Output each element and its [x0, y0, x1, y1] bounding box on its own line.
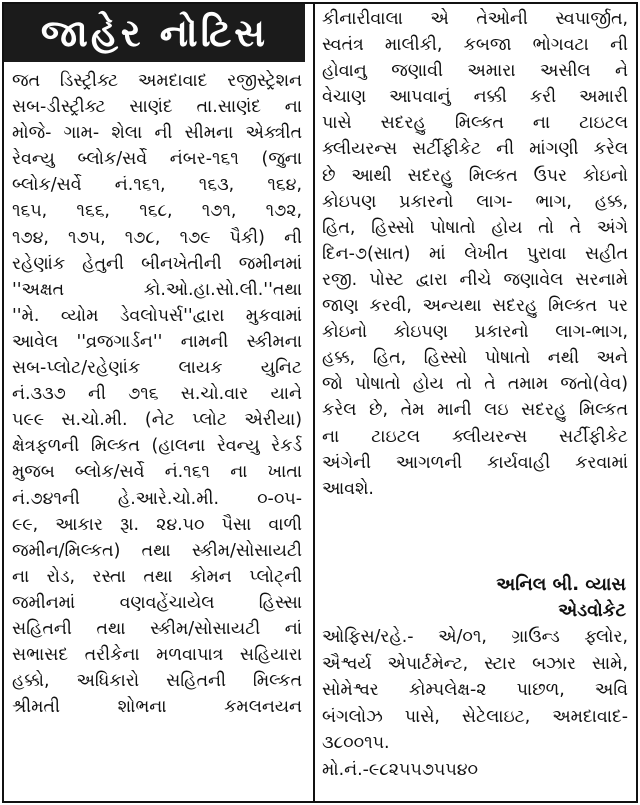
- text-line: ૫૯૯ સ.ચો.મી. (નેટ પ્લોટ એરીયા): [12, 410, 302, 431]
- text-line: દિન-૭(સાત) માં લેખીત પુરાવા સહીત: [322, 243, 628, 264]
- text-line: સબ-ડીસ્ટ્રીક્ટ સાણંદ તા.સાણંદ ના: [12, 97, 302, 118]
- signatory-name: અનિલ બી. વ્યાસ: [496, 574, 626, 595]
- text-line: જત ડિસ્ટ્રીક્ટ અમદાવાદ રજીસ્ટ્રેશન: [12, 71, 302, 91]
- notice-body-left: [12, 68, 302, 720]
- text-line: સોમેશ્વર કોમ્પલેક્ષ-૨ પાછળ, અવિ: [322, 680, 628, 700]
- text-line: વેચાણ આપવાનું નક્કી કરી અમારી: [322, 87, 628, 108]
- notice-body-right: [322, 6, 628, 502]
- text-line: ''મે. વ્યોમ ડેવલોપર્સ''દ્વારા મુકવામાં: [12, 305, 302, 326]
- text-line: હક્ક, હિત, હિસ્સો પોષાતો નથી અને: [322, 348, 628, 369]
- signatory-address: [322, 624, 628, 783]
- text-line: હક્કો, અધિકારો સહિતની મિલ્કત: [12, 671, 302, 692]
- text-line: ઐશ્વર્ય એપાર્ટમેન્ટ, સ્ટાર બઝાર સામે,: [322, 653, 628, 674]
- text-line: હોવાનુ જણાવી અમારા અસીલ ને: [322, 61, 628, 82]
- text-line: ના ટાઇટલ ક્લીયરન્સ સર્ટીફીકેટ: [322, 426, 628, 447]
- text-line: મોજે- ગામ- શેલા ની સીમના એક્ત્રીત: [12, 123, 302, 144]
- text-line: અંગેની આગળની કાર્યવાહી કરવામાં: [322, 452, 628, 473]
- text-line: સહિતની તથા સ્કીમ/સોસાયટી નાં: [12, 618, 302, 639]
- text-line: ૧૭૪, ૧૭૫, ૧૭૮, ૧૭૯ પૈકી) ની: [12, 227, 302, 248]
- column-divider: [313, 2, 315, 803]
- text-line: કરેલ છે, તેમ માની લઇ સદરહુ મિલ્કત: [322, 400, 628, 421]
- text-line: સબ-પ્લોટ/રહેણાંક લાયક યુનિટ: [12, 358, 302, 379]
- text-line: મો.નં.-૯૮૨૫૫૭૫૫૪૦: [322, 759, 479, 780]
- signatory-title: એડવોકેટ: [558, 600, 626, 621]
- text-line: નં.૭૪૧ની હે.આરે.ચો.મી. ૦-૦૫-: [12, 488, 302, 509]
- text-line: ૩૮૦૦૧૫.: [322, 733, 390, 753]
- text-line: રહેણાંક હેતુની બીનખેતીની જમીનમાં: [12, 253, 302, 274]
- text-line: જો પોષાતો હોય તો તે તમામ જતો(વેવ): [322, 374, 628, 395]
- text-line: ૧૬૫, ૧૬૬, ૧૬૮, ૧૭૧, ૧૭૨,: [12, 201, 302, 222]
- text-line: હિત, હિસ્સો પોષાતો હોય તો તે અંગે: [322, 217, 628, 238]
- text-line: છે આથી સદરહુ મિલ્કત ઉપર કોઇનો: [322, 165, 628, 186]
- text-line: જમીન/મિલ્કત) તથા સ્કીમ/સોસાયટી: [12, 540, 302, 561]
- text-line: આવશે.: [322, 478, 374, 499]
- text-line: પાસે સદરહુ મિલ્કત ના ટાઇટલ: [322, 113, 628, 134]
- text-line: શ્રીમતી શોભના કમલનયન: [12, 697, 302, 718]
- text-line: આવેલ ''વ્રજગાર્ડન'' નામની સ્કીમના: [12, 331, 302, 352]
- text-line: ઓફિસ/રહે.- એ/૦૧, ગ્રાઉન્ડ ફ્લોર,: [322, 627, 628, 647]
- text-line: જાણ કરવી, અન્યથા સદરહુ મિલ્કત પર: [322, 296, 628, 317]
- text-line: ના રોડ, રસ્તા તથા કોમન પ્લોટ્ની: [12, 566, 302, 587]
- text-line: ક્ષેત્રફળની મિલ્કત (હાલના રેવન્યુ રેકર્ડ: [12, 436, 302, 457]
- text-line: કોઇનો કોઇપણ પ્રકારનો લાગ-ભાગ,: [322, 322, 628, 343]
- text-line: ''અક્ષત કો.ઓ.હા.સો.લી.''તથા: [12, 279, 302, 300]
- text-line: સ્વતંત્ર માલીકી, કબજા ભોગવટા ની: [322, 35, 628, 56]
- text-line: કીનારીવાલા એ તેઓની સ્વપાર્જીત,: [322, 9, 628, 29]
- text-line: બંગલોઝ પાસે, સેટેલાઇટ, અમદાવાદ-: [322, 706, 628, 727]
- text-line: ૯૯, આકાર રૂા. ૨૪.૫૦ પૈસા વાળી: [12, 514, 302, 535]
- text-line: ક્લીયરન્સ સર્ટીફીકેટ ની માંગણી કરેલ: [322, 139, 628, 160]
- text-line: નં.૩૩૭ ની ૭૧૬ સ.ચો.વાર યાને: [12, 384, 302, 405]
- text-line: મુજબ બ્લોક/સર્વે નં.૧૬૧ ના ખાતા: [12, 462, 302, 483]
- text-line: રેવન્યુ બ્લોક/સર્વે નંબર-૧૬૧ (જુના: [12, 149, 302, 170]
- text-line: જમીનમાં વણવહેંચાયેલ હિસ્સા: [12, 592, 302, 613]
- text-line: સભાસદ તરીકેના મળવાપાત્ર સહિયારા: [12, 645, 302, 666]
- text-line: બ્લોક/સર્વે નં.૧૬૧, ૧૬૩, ૧૬૪,: [12, 175, 302, 196]
- text-line: કોઇપણ પ્રકારનો લાગ- ભાગ, હક્ક,: [322, 191, 628, 212]
- notice-heading: જાહેર નોટિસ: [4, 4, 305, 62]
- text-line: રજી. પોસ્ટ દ્વારા નીચે જણાવેલ સરનામે: [322, 269, 628, 290]
